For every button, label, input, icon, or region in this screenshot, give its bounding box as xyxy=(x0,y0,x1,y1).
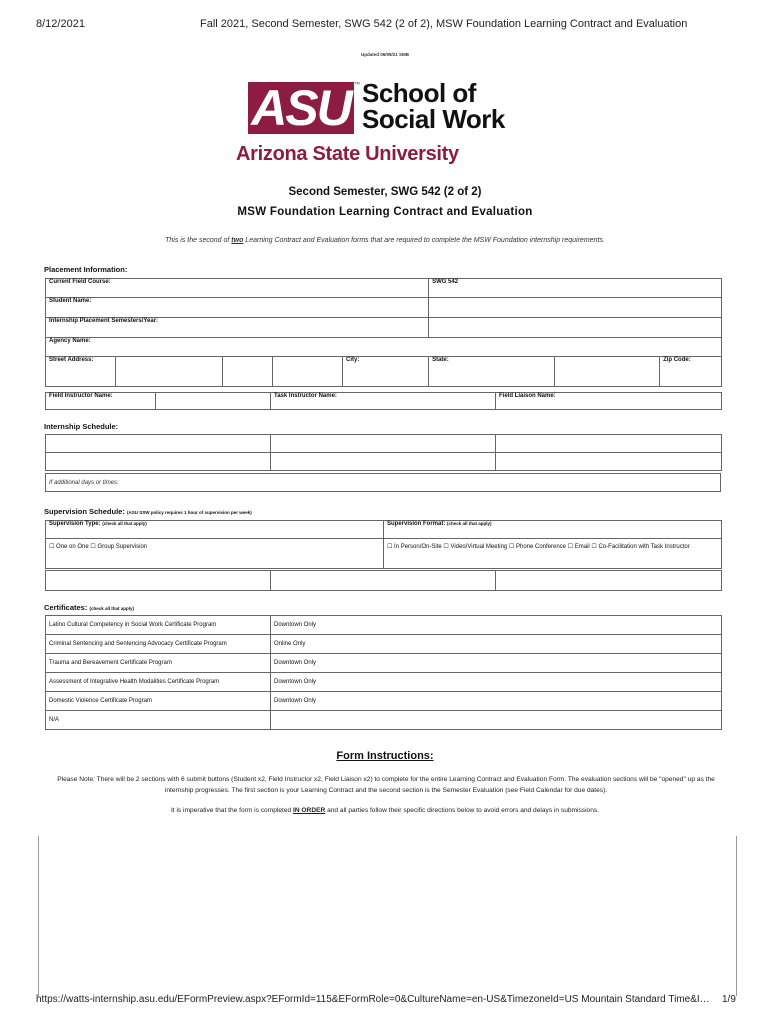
instructions-heading: Form Instructions: xyxy=(336,750,434,762)
trademark-icon: ™ xyxy=(354,82,360,88)
certificate-row[interactable] xyxy=(46,654,722,673)
supervision-schedule-cell[interactable] xyxy=(496,571,722,591)
agency-name-label[interactable]: Agency Name: xyxy=(46,338,722,357)
student-name-field[interactable] xyxy=(429,298,722,318)
form-title-line1: Second Semester, SWG 542 (2 of 2) xyxy=(288,186,482,198)
street-address-field-2[interactable] xyxy=(223,357,273,387)
page-border-right xyxy=(736,836,737,996)
school-line1: School of xyxy=(362,78,476,108)
print-date: 8/12/2021 xyxy=(36,18,85,30)
certificates-heading: Certificates: (check all that apply) xyxy=(44,603,134,612)
supervision-table xyxy=(45,520,722,569)
school-name xyxy=(362,80,505,132)
supervision-heading: Supervision Schedule: (ASU SSW policy requires 1 hour of supervision per week) xyxy=(44,507,252,516)
schedule-cell[interactable] xyxy=(46,435,271,453)
schedule-cell[interactable] xyxy=(496,453,722,471)
certificate-name: N/A xyxy=(46,711,271,730)
supervision-schedule-cell[interactable] xyxy=(46,571,271,591)
certificate-name: Criminal Sentencing and Sentencing Advocacy Certificate Program xyxy=(46,635,271,654)
certificate-location: Downtown Only xyxy=(271,616,722,635)
schedule-cell[interactable] xyxy=(271,453,496,471)
certificate-row[interactable] xyxy=(46,616,722,635)
schedule-cell[interactable] xyxy=(271,435,496,453)
certificates-table xyxy=(45,615,722,730)
city-label[interactable]: City: xyxy=(343,357,429,387)
page-border-left xyxy=(38,836,39,996)
supervision-type-options[interactable]: ☐ One on One ☐ Group Supervision xyxy=(46,539,384,569)
certificate-name: Latino Cultural Competency in Social Work Certificate Program xyxy=(46,616,271,635)
schedule-cell[interactable] xyxy=(496,435,722,453)
additional-times-field[interactable]: If additional days or times: xyxy=(46,474,721,492)
certificate-row[interactable] xyxy=(46,711,722,730)
supervision-format-options[interactable]: ☐ In Person/On-Site ☐ Video/Virtual Meeting ☐ Phone Conference ☐ Email ☐ Co-Facilitation with Task Instructor xyxy=(384,539,722,569)
form-title-line2: MSW Foundation Learning Contract and Evaluation xyxy=(237,206,533,218)
updated-note: Updated 06/09/21 SMB xyxy=(360,52,410,57)
semesters-field[interactable] xyxy=(429,318,722,338)
print-title: Fall 2021, Second Semester, SWG 542 (2 of 2), MSW Foundation Learning Contract and Evaluation xyxy=(200,18,688,30)
certificate-location: Downtown Only xyxy=(271,692,722,711)
field-instructor-label: Field Instructor Name: xyxy=(46,393,156,410)
semesters-label: Internship Placement Semesters/Year: xyxy=(46,318,429,338)
certificate-location: Online Only xyxy=(271,635,722,654)
asu-logo-mark: ASU xyxy=(248,82,354,134)
instructors-table xyxy=(45,392,722,410)
certificate-row[interactable] xyxy=(46,635,722,654)
certificate-name: Assessment of Integrative Health Modalities Certificate Program xyxy=(46,673,271,692)
print-page-number: 1/9 xyxy=(722,994,736,1005)
certificate-location: Downtown Only xyxy=(271,654,722,673)
certificate-row[interactable] xyxy=(46,673,722,692)
certificate-location: Downtown Only xyxy=(271,673,722,692)
street-address-field[interactable] xyxy=(116,357,223,387)
university-name: Arizona State University xyxy=(236,143,459,165)
instructions-note: Please Note: There will be 2 sections with 6 submit buttons (Student x2, Field Instructor x2, Field Liaison x2) to complete for the entire Learning Contract and Evaluation Form. The evaluation sections will be "opened" up as the internship progresses. The first section is your Learning Contract and the second section is the Semester Evaluation (see Field Calendar for due dates). xyxy=(57,776,715,794)
street-address-label: Street Address: xyxy=(46,357,116,387)
schedule-table xyxy=(45,434,722,471)
student-name-label: Student Name: xyxy=(46,298,429,318)
certificate-location xyxy=(271,711,722,730)
print-url: https://watts-internship.asu.edu/EFormPreview.aspx?EFormId=115&EFormRole=0&CultureName=en-US&TimezoneId=US Mountain Standard Time&I… xyxy=(36,994,710,1005)
certificate-name: Trauma and Bereavement Certificate Program xyxy=(46,654,271,673)
supervision-format-label: Supervision Format: (check all that apply) xyxy=(384,521,722,539)
field-instructor-field[interactable] xyxy=(156,393,271,410)
zip-code-label[interactable]: Zip Code: xyxy=(660,357,722,387)
supervision-schedule-table xyxy=(45,570,722,591)
current-field-course-value[interactable]: SWG 542 xyxy=(429,279,722,298)
school-line2: Social Work xyxy=(362,104,505,134)
street-address-field-3[interactable] xyxy=(273,357,343,387)
certificate-row[interactable] xyxy=(46,692,722,711)
supervision-type-label: Supervision Type: (check all that apply) xyxy=(46,521,384,539)
task-instructor-label[interactable]: Task Instructor Name: xyxy=(271,393,496,410)
placement-heading: Placement Information: xyxy=(44,265,128,274)
state-label[interactable]: State: xyxy=(429,357,555,387)
supervision-schedule-cell[interactable] xyxy=(271,571,496,591)
placement-table xyxy=(45,278,722,387)
state-field[interactable] xyxy=(555,357,660,387)
field-liaison-label[interactable]: Field Liaison Name: xyxy=(496,393,722,410)
schedule-cell[interactable] xyxy=(46,453,271,471)
instructions-order-note: It is imperative that the form is completed IN ORDER and all parties follow their specific directions below to avoid errors and delays in submissions. xyxy=(170,807,600,814)
current-field-course-label: Current Field Course: xyxy=(46,279,429,298)
additional-times-table xyxy=(45,473,721,492)
certificate-name: Domestic Violence Certificate Program xyxy=(46,692,271,711)
schedule-heading: Internship Schedule: xyxy=(44,422,119,431)
intro-text: This is the second of two Learning Contract and Evaluation forms that are required to complete the MSW Foundation internship requirements. xyxy=(165,237,605,244)
